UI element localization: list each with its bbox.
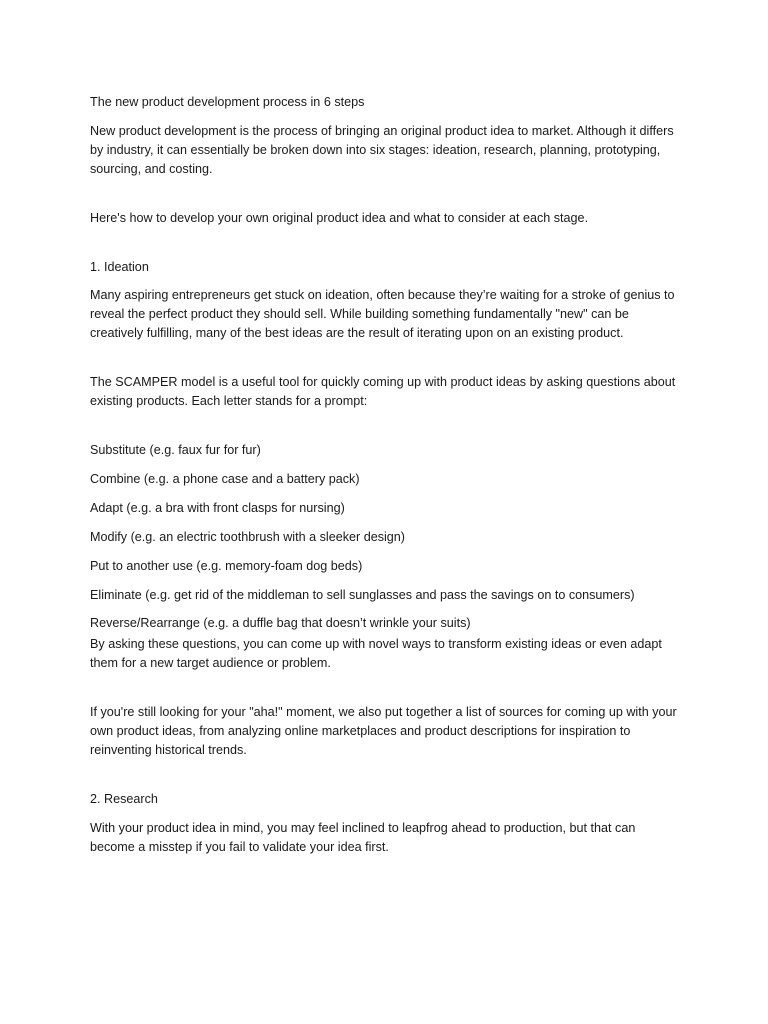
list-item: Reverse/Rearrange (e.g. a duffle bag that doesn’t wrinkle your suits) [90, 616, 471, 631]
document-body [90, 93, 680, 857]
list-item: Put to another use (e.g. memory-foam dog beds) [90, 558, 363, 573]
ideation-paragraph-2: The SCAMPER model is a useful tool for quickly coming up with product ideas by asking questions about existing products. Each letter stands for a prompt: [90, 375, 676, 409]
research-paragraph-1: With your product idea in mind, you may feel inclined to leapfrog ahead to production, but that can become a misstep if you fail to validate your idea first. [90, 820, 636, 854]
scamper-list [90, 441, 680, 633]
how-to-paragraph: Here's how to develop your own original product idea and what to consider at each stage. [90, 210, 589, 225]
list-item: Eliminate (e.g. get rid of the middleman to sell sunglasses and pass the savings on to consumers) [90, 587, 635, 602]
ideation-paragraph-1: Many aspiring entrepreneurs get stuck on ideation, often because they’re waiting for a stroke of genius to reveal the perfect product they should sell. While building something fundamentally "new" can be creatively fulfilling, many of the best ideas are the result of iterating upon on an existing product. [90, 288, 675, 341]
section-heading-ideation: 1. Ideation [90, 259, 149, 274]
list-item: Modify (e.g. an electric toothbrush with a sleeker design) [90, 529, 405, 544]
document-title: The new product development process in 6 steps [90, 95, 365, 109]
list-item: Substitute (e.g. faux fur for fur) [90, 442, 261, 457]
list-item: Adapt (e.g. a bra with front clasps for nursing) [90, 500, 345, 515]
ideation-paragraph-4: If you're still looking for your "aha!" moment, we also put together a list of sources for coming up with your own product ideas, from analyzing online marketplaces and product descriptions for inspiration to reinventing historical trends. [90, 705, 677, 757]
intro-paragraph: New product development is the process of bringing an original product idea to market. Although it differs by industry, it can essentially be broken down into six stages: ideation, research, planning, prototyping, sourcing, and costing. [90, 123, 674, 176]
ideation-paragraph-3: By asking these questions, you can come up with novel ways to transform existing ideas or even adapt them for a new target audience or problem. [90, 637, 662, 671]
section-heading-research: 2. Research [90, 791, 158, 806]
list-item: Combine (e.g. a phone case and a battery pack) [90, 471, 360, 486]
